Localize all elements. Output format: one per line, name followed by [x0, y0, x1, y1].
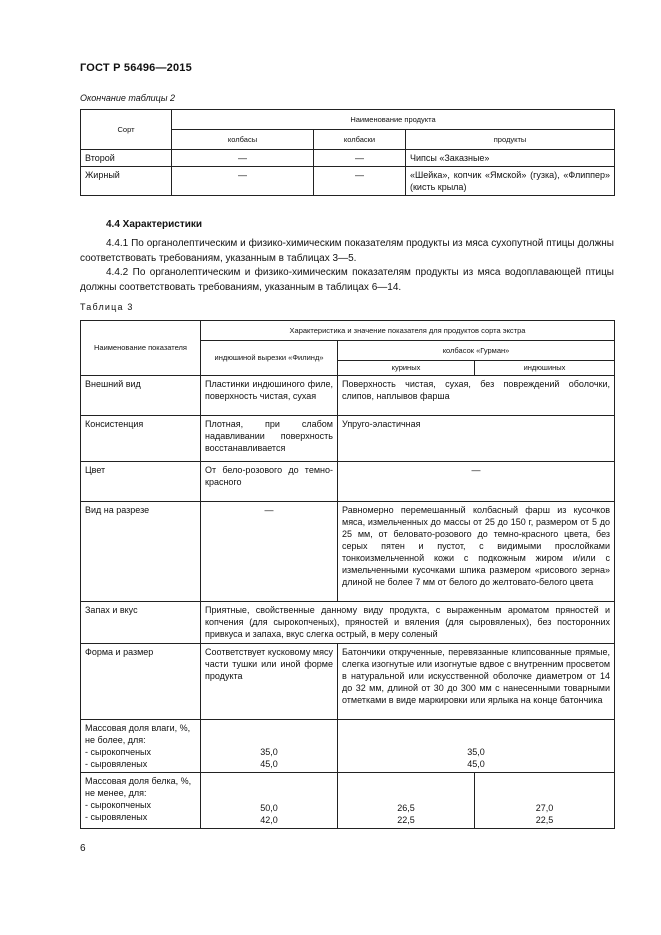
table3-cell [201, 773, 338, 829]
table3-cell [201, 720, 338, 773]
table3-row-sublabel: - сыровяленых [85, 812, 148, 822]
table3-cell: Форма и размер [81, 644, 201, 720]
table3-cell: Соответствует кусковому мясу части тушки или иной форме продукта [201, 644, 338, 720]
table2-head-produkty: продукты [406, 130, 615, 150]
table2 [80, 109, 615, 196]
table2-head-kolbaski: колбаски [314, 130, 406, 150]
table2-cell: Чипсы «Заказные» [406, 150, 615, 167]
table3-head-name: Наименование показателя [81, 321, 201, 376]
table3-cell: — [201, 502, 338, 602]
table3-row-label: Массовая доля белка, %, не менее, для: [85, 776, 192, 798]
table3-cell: Запах и вкус [81, 602, 201, 644]
table3-cell [475, 773, 615, 829]
table3-cell: Пластинки индюшиного филе, поверхность чистая, сухая [201, 376, 338, 416]
table3-head-group: Характеристика и значение показателя для продуктов сорта экстра [201, 321, 615, 341]
table3-cell: Плотная, при слабом надавливании поверхность восстанавливается [201, 416, 338, 462]
table3-value: 27,0 [535, 803, 554, 813]
table2-head-kolbasy: колбасы [172, 130, 314, 150]
page-number: 6 [80, 843, 86, 854]
table2-cell: — [314, 150, 406, 167]
table3-head-indushiny: индюшиных [475, 361, 615, 376]
table3-row-sublabel: - сырокопченых [85, 800, 152, 810]
table3-row-sublabel: - сырокопченых [85, 747, 152, 757]
table3-cell: Упруго-эластичная [338, 416, 615, 462]
table2-cell: — [314, 167, 406, 196]
table3 [80, 320, 615, 829]
paragraph-4-4-1: 4.4.1 По органолептическим и физико-химическим показателям продукты из мяса сухопутной птицы должны соответствовать требованиям, указанным в таблицах 3—5. [80, 238, 614, 264]
table3-row-label: Массовая доля влаги, %, не более, для: [85, 723, 191, 745]
table3-cell: Консистенция [81, 416, 201, 462]
table-row [81, 416, 615, 462]
table3-cell: Цвет [81, 462, 201, 502]
table2-caption: Окончание таблицы 2 [80, 93, 175, 103]
table-row [81, 644, 615, 720]
table-row [81, 462, 615, 502]
table3-value: 50,0 [260, 803, 278, 813]
table-row [81, 720, 615, 773]
table2-cell: Жирный [81, 167, 172, 196]
table2-head-sort: Сорт [81, 110, 172, 150]
table3-value: 22,5 [397, 815, 415, 825]
table2-cell: Второй [81, 150, 172, 167]
table2-cell: — [172, 150, 314, 167]
table3-value: 35,0 [260, 747, 278, 757]
table3-cell: Приятные, свойственные данному виду продукта, с выраженным ароматом пряностей и копчения (для сырокопченых), пряностей и вяления (для сыровяленых), без посторонних привкуса и запаха, вкус слегка острый, в меру соленый [201, 602, 615, 644]
table3-cell [81, 773, 201, 829]
table-row [81, 502, 615, 602]
table3-cell: Вид на разрезе [81, 502, 201, 602]
table3-head-kuriny: куриных [338, 361, 475, 376]
table3-cell: Равномерно перемешанный колбасный фарш из кусочков мяса, измельченных до массы от 25 до 150 г, размером от 5 до 25 мм, от беловато-розового до темно-красного цвета, без серых пятен и пустот, с видимыми прослойками тонкоизмельченной кожи с подкожным жиром и/или с измельченными кусочками шпика размером «рисового зерна» длиной не более 7 мм от белого до желтовато-белого цвета [338, 502, 615, 602]
table3-value: 35,0 [467, 747, 485, 757]
paragraph-4-4-2: 4.4.2 По органолептическим и физико-химическим показателям продукты из мяса водоплавающей птицы должны соответствовать требованиям, указанным в таблицах 6—14. [80, 267, 614, 293]
table3-head-kolbasok: колбасок «Гурман» [338, 341, 615, 361]
table2-cell: «Шейка», копчик «Ямской» (гузка), «Флиппер» (кисть крыла) [406, 167, 615, 196]
table3-caption: Таблица 3 [80, 302, 134, 312]
table-row [81, 167, 615, 196]
table3-value: 45,0 [467, 759, 485, 769]
table3-value: 42,0 [260, 815, 278, 825]
document-code-header: ГОСТ Р 56496—2015 [80, 62, 192, 74]
table3-cell: От бело-розового до темно-красного [201, 462, 338, 502]
section-title: 4.4 Характеристики [106, 219, 203, 230]
table3-cell [338, 720, 615, 773]
table3-cell: Поверхность чистая, сухая, без повреждений оболочки, слипов, наплывов фарша [338, 376, 615, 416]
table3-cell: Батончики открученные, перевязанные клипсованные прямые, слегка изогнутые или изогнутые вдвое с внутренним просветом в натуральной или искусственной оболочке диаметром от 14 до 32 мм, длиной от 30 до 300 мм с нанесенными товарными отметками в виде маркировки или ярлыка на конце батончика [338, 644, 615, 720]
table2-cell: — [172, 167, 314, 196]
table3-value: 26,5 [397, 803, 415, 813]
table3-value: 45,0 [260, 759, 278, 769]
table3-cell [338, 773, 475, 829]
table3-value: 22,5 [535, 815, 554, 825]
table-row [81, 602, 615, 644]
table-row [81, 150, 615, 167]
table2-head-group: Наименование продукта [172, 110, 615, 130]
table3-cell: — [338, 462, 615, 502]
table3-row-sublabel: - сыровяленых [85, 759, 148, 769]
table3-cell [81, 720, 201, 773]
table3-cell: Внешний вид [81, 376, 201, 416]
table3-head-fillet: индюшиной вырезки «Филинд» [201, 341, 338, 376]
table-row [81, 376, 615, 416]
table-row [81, 773, 615, 829]
